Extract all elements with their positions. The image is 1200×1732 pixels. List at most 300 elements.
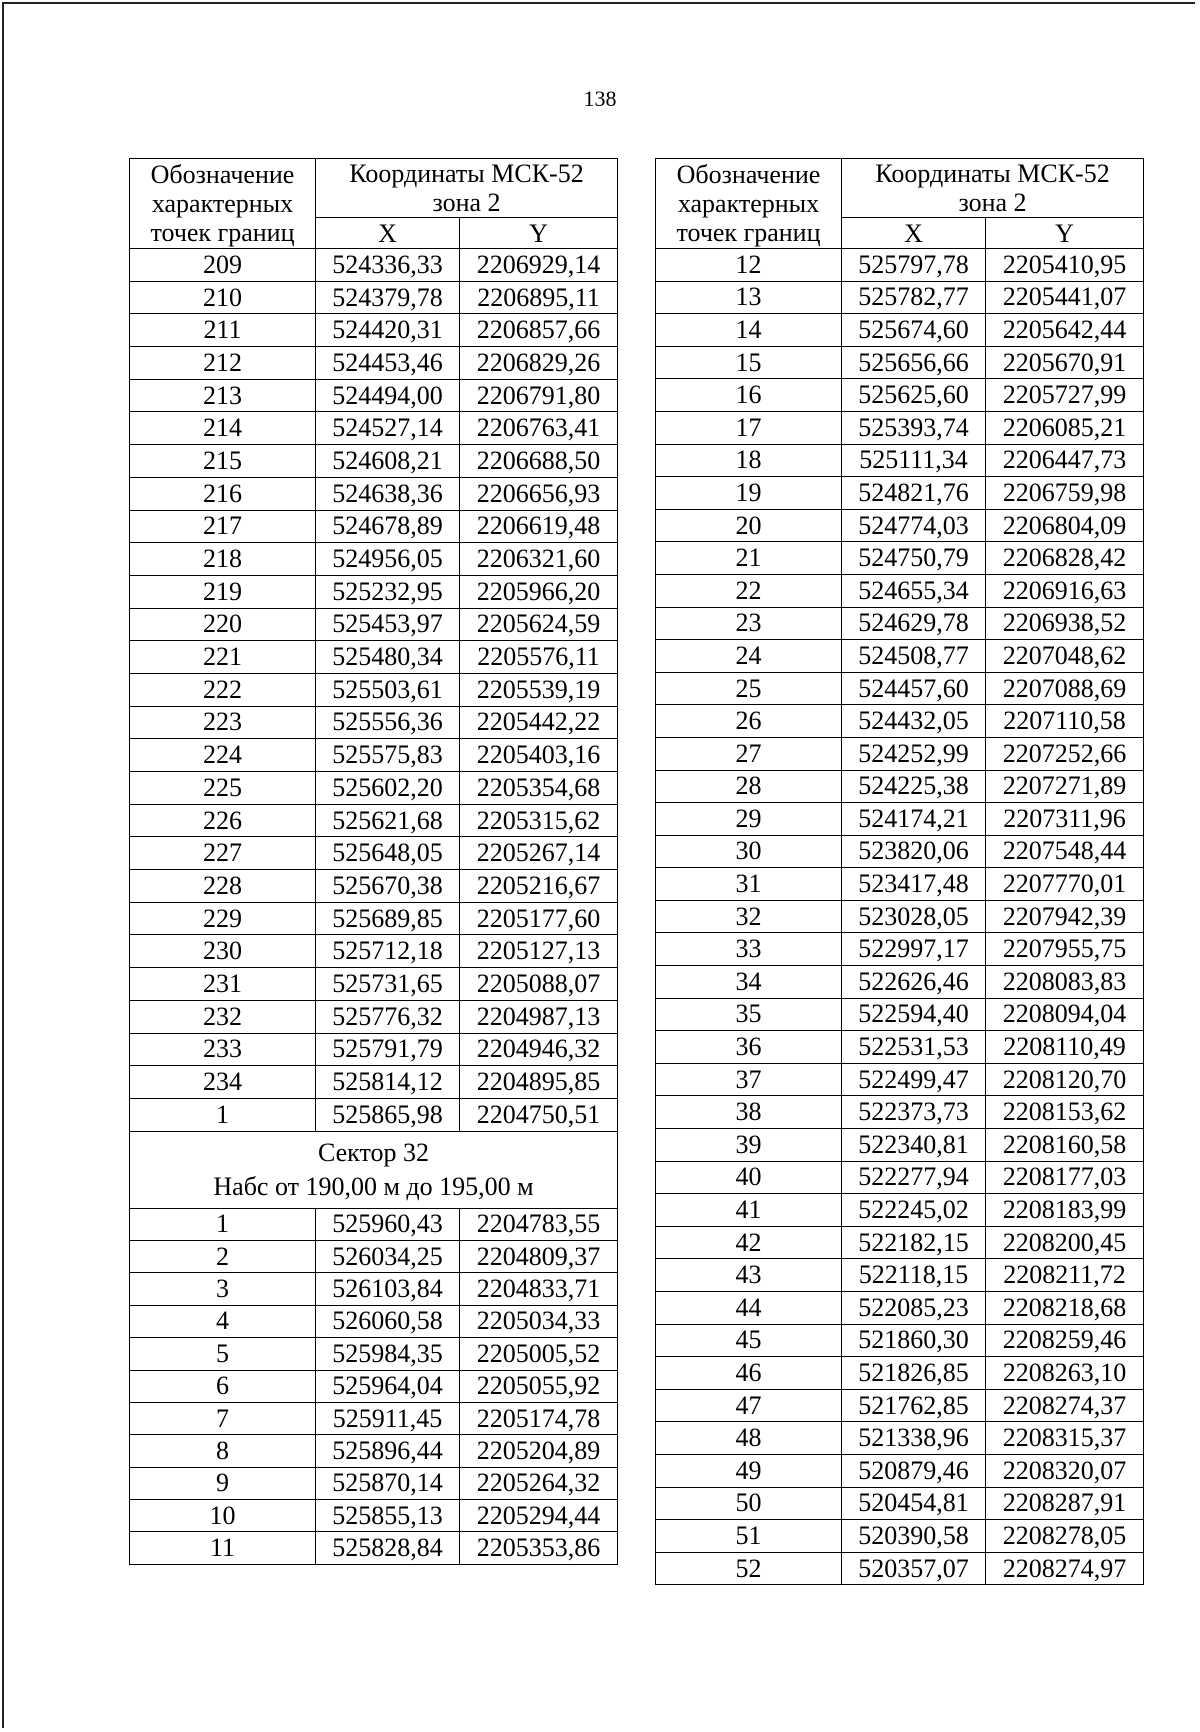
y-coordinate-cell: 2206688,50 xyxy=(460,445,618,478)
y-coordinate-cell: 2207548,44 xyxy=(986,835,1144,868)
y-coordinate-cell: 2204987,13 xyxy=(460,1000,618,1033)
point-id-cell: 42 xyxy=(656,1226,842,1259)
point-id-cell: 231 xyxy=(130,968,316,1001)
y-coordinate-cell: 2206916,63 xyxy=(986,574,1144,607)
table-row xyxy=(130,608,618,641)
x-coordinate-cell: 525731,65 xyxy=(316,968,460,1001)
y-coordinate-cell: 2208110,49 xyxy=(986,1031,1144,1064)
point-id-cell: 14 xyxy=(656,314,842,347)
x-coordinate-cell: 522245,02 xyxy=(842,1194,986,1227)
x-coordinate-cell: 525556,36 xyxy=(316,706,460,739)
point-id-cell: 233 xyxy=(130,1033,316,1066)
x-coordinate-cell: 523820,06 xyxy=(842,835,986,868)
point-id-cell: 46 xyxy=(656,1357,842,1390)
table-row xyxy=(656,1422,1144,1455)
x-coordinate-cell: 521338,96 xyxy=(842,1422,986,1455)
x-coordinate-cell: 525814,12 xyxy=(316,1066,460,1099)
table-row xyxy=(130,641,618,674)
y-coordinate-cell: 2205642,44 xyxy=(986,314,1144,347)
y-coordinate-cell: 2206447,73 xyxy=(986,444,1144,477)
x-coordinate-cell: 525689,85 xyxy=(316,902,460,935)
y-coordinate-cell: 2205294,44 xyxy=(460,1500,618,1532)
x-coordinate-cell: 525648,05 xyxy=(316,837,460,870)
y-coordinate-cell: 2208259,46 xyxy=(986,1324,1144,1357)
x-coordinate-cell: 524655,34 xyxy=(842,574,986,607)
y-coordinate-cell: 2204895,85 xyxy=(460,1066,618,1099)
x-header: X xyxy=(842,218,986,249)
y-coordinate-cell: 2206929,14 xyxy=(460,249,618,282)
point-id-cell: 30 xyxy=(656,835,842,868)
point-id-cell: 226 xyxy=(130,804,316,837)
y-coordinate-cell: 2205442,22 xyxy=(460,706,618,739)
x-coordinate-cell: 525575,83 xyxy=(316,739,460,772)
point-id-cell: 44 xyxy=(656,1292,842,1325)
x-coordinate-cell: 524678,89 xyxy=(316,510,460,543)
x-coordinate-cell: 524629,78 xyxy=(842,607,986,640)
table-row xyxy=(130,1066,618,1099)
table-row xyxy=(656,509,1144,542)
y-coordinate-cell: 2205441,07 xyxy=(986,281,1144,314)
x-coordinate-cell: 522118,15 xyxy=(842,1259,986,1292)
table-row xyxy=(656,542,1144,575)
table-row xyxy=(656,1520,1144,1553)
point-id-cell: 3 xyxy=(130,1273,316,1305)
y-coordinate-cell: 2205204,89 xyxy=(460,1435,618,1467)
table-row xyxy=(656,868,1144,901)
table-row xyxy=(130,1033,618,1066)
table-row xyxy=(130,870,618,903)
x-coordinate-cell: 525791,79 xyxy=(316,1033,460,1066)
table-row xyxy=(130,935,618,968)
table-row xyxy=(656,346,1144,379)
table-row xyxy=(130,249,618,282)
table-row xyxy=(130,1435,618,1467)
point-id-cell: 12 xyxy=(656,249,842,282)
point-id-cell: 218 xyxy=(130,543,316,576)
table-row xyxy=(130,837,618,870)
x-coordinate-cell: 522997,17 xyxy=(842,933,986,966)
x-coordinate-cell: 525674,60 xyxy=(842,314,986,347)
point-id-cell: 4 xyxy=(130,1305,316,1337)
y-coordinate-cell: 2208211,72 xyxy=(986,1259,1144,1292)
table-row xyxy=(130,1208,618,1240)
x-coordinate-cell: 525964,04 xyxy=(316,1370,460,1402)
y-coordinate-cell: 2208315,37 xyxy=(986,1422,1144,1455)
point-id-cell: 23 xyxy=(656,607,842,640)
y-coordinate-cell: 2208094,04 xyxy=(986,998,1144,1031)
x-coordinate-cell: 524774,03 xyxy=(842,509,986,542)
y-coordinate-cell: 2207955,75 xyxy=(986,933,1144,966)
point-id-cell: 51 xyxy=(656,1520,842,1553)
y-coordinate-cell: 2204750,51 xyxy=(460,1098,618,1131)
y-header: Y xyxy=(460,218,618,249)
y-coordinate-cell: 2208263,10 xyxy=(986,1357,1144,1390)
x-coordinate-cell: 524420,31 xyxy=(316,314,460,347)
x-coordinate-cell: 525453,97 xyxy=(316,608,460,641)
table-row xyxy=(130,968,618,1001)
point-id-cell: 52 xyxy=(656,1552,842,1585)
x-coordinate-cell: 525656,66 xyxy=(842,346,986,379)
y-coordinate-cell: 2205315,62 xyxy=(460,804,618,837)
table-row xyxy=(130,1402,618,1434)
x-coordinate-cell: 522531,53 xyxy=(842,1031,986,1064)
table-row xyxy=(130,1000,618,1033)
x-coordinate-cell: 525960,43 xyxy=(316,1208,460,1240)
x-coordinate-cell: 522626,46 xyxy=(842,966,986,999)
point-id-cell: 29 xyxy=(656,803,842,836)
y-coordinate-cell: 2205727,99 xyxy=(986,379,1144,412)
y-coordinate-cell: 2205034,33 xyxy=(460,1305,618,1337)
point-id-cell: 31 xyxy=(656,868,842,901)
table-row xyxy=(130,412,618,445)
point-id-cell: 215 xyxy=(130,445,316,478)
x-coordinate-cell: 524608,21 xyxy=(316,445,460,478)
table-row xyxy=(656,803,1144,836)
x-header: X xyxy=(316,218,460,249)
x-coordinate-cell: 522277,94 xyxy=(842,1161,986,1194)
y-coordinate-cell: 2205353,86 xyxy=(460,1532,618,1564)
x-coordinate-cell: 525480,34 xyxy=(316,641,460,674)
point-id-cell: 6 xyxy=(130,1370,316,1402)
x-coordinate-cell: 524821,76 xyxy=(842,477,986,510)
y-coordinate-cell: 2208200,45 xyxy=(986,1226,1144,1259)
point-id-cell: 20 xyxy=(656,509,842,542)
point-id-cell: 47 xyxy=(656,1389,842,1422)
point-id-cell: 9 xyxy=(130,1467,316,1499)
x-coordinate-cell: 525828,84 xyxy=(316,1532,460,1564)
table-row xyxy=(130,1273,618,1305)
y-coordinate-cell: 2205005,52 xyxy=(460,1338,618,1370)
point-id-cell: 28 xyxy=(656,770,842,803)
y-coordinate-cell: 2208160,58 xyxy=(986,1129,1144,1162)
table-row xyxy=(130,347,618,380)
y-coordinate-cell: 2208153,62 xyxy=(986,1096,1144,1129)
table-row xyxy=(656,607,1144,640)
x-coordinate-cell: 521826,85 xyxy=(842,1357,986,1390)
y-coordinate-cell: 2206828,42 xyxy=(986,542,1144,575)
table-row xyxy=(656,379,1144,412)
y-coordinate-cell: 2208278,05 xyxy=(986,1520,1144,1553)
x-coordinate-cell: 524494,00 xyxy=(316,379,460,412)
y-coordinate-cell: 2205216,67 xyxy=(460,870,618,903)
table-row xyxy=(656,477,1144,510)
table-row xyxy=(656,737,1144,770)
point-id-cell: 16 xyxy=(656,379,842,412)
point-id-cell: 49 xyxy=(656,1454,842,1487)
point-id-cell: 24 xyxy=(656,640,842,673)
point-id-cell: 217 xyxy=(130,510,316,543)
y-coordinate-cell: 2208287,91 xyxy=(986,1487,1144,1520)
point-id-cell: 26 xyxy=(656,705,842,738)
table-row xyxy=(130,902,618,935)
y-coordinate-cell: 2205264,32 xyxy=(460,1467,618,1499)
point-id-cell: 39 xyxy=(656,1129,842,1162)
y-coordinate-cell: 2206938,52 xyxy=(986,607,1144,640)
y-coordinate-cell: 2208274,97 xyxy=(986,1552,1144,1585)
x-coordinate-cell: 524225,38 xyxy=(842,770,986,803)
y-coordinate-cell: 2206759,98 xyxy=(986,477,1144,510)
y-header: Y xyxy=(986,218,1144,249)
sector-row xyxy=(130,1131,618,1208)
y-coordinate-cell: 2206656,93 xyxy=(460,477,618,510)
point-id-cell: 15 xyxy=(656,346,842,379)
point-id-cell: 221 xyxy=(130,641,316,674)
x-coordinate-cell: 524453,46 xyxy=(316,347,460,380)
table-row xyxy=(130,510,618,543)
y-coordinate-cell: 2206321,60 xyxy=(460,543,618,576)
coords-header: Координаты МСК-52 зона 2 xyxy=(842,159,1144,218)
y-coordinate-cell: 2204946,32 xyxy=(460,1033,618,1066)
x-coordinate-cell: 525776,32 xyxy=(316,1000,460,1033)
y-coordinate-cell: 2205177,60 xyxy=(460,902,618,935)
x-coordinate-cell: 525602,20 xyxy=(316,772,460,805)
point-id-cell: 36 xyxy=(656,1031,842,1064)
y-coordinate-cell: 2205088,07 xyxy=(460,968,618,1001)
point-id-cell: 32 xyxy=(656,900,842,933)
table-row xyxy=(130,706,618,739)
x-coordinate-cell: 525232,95 xyxy=(316,575,460,608)
sector-cell xyxy=(130,1131,618,1208)
page-number: 138 xyxy=(583,86,617,111)
point-id-cell: 19 xyxy=(656,477,842,510)
x-coordinate-cell: 520879,46 xyxy=(842,1454,986,1487)
y-coordinate-cell: 2208274,37 xyxy=(986,1389,1144,1422)
x-coordinate-cell: 524750,79 xyxy=(842,542,986,575)
y-coordinate-cell: 2205174,78 xyxy=(460,1402,618,1434)
x-coordinate-cell: 525984,35 xyxy=(316,1338,460,1370)
table-row xyxy=(656,574,1144,607)
table-row xyxy=(656,411,1144,444)
point-id-cell: 33 xyxy=(656,933,842,966)
x-coordinate-cell: 524252,99 xyxy=(842,737,986,770)
table-row xyxy=(130,1467,618,1499)
point-id-cell: 8 xyxy=(130,1435,316,1467)
points-header: Обозначение характерных точек границ xyxy=(130,159,316,249)
y-coordinate-cell: 2206619,48 xyxy=(460,510,618,543)
point-id-cell: 214 xyxy=(130,412,316,445)
y-coordinate-cell: 2205127,13 xyxy=(460,935,618,968)
y-coordinate-cell: 2205539,19 xyxy=(460,673,618,706)
x-coordinate-cell: 524174,21 xyxy=(842,803,986,836)
x-coordinate-cell: 525670,38 xyxy=(316,870,460,903)
x-coordinate-cell: 525625,60 xyxy=(842,379,986,412)
coordinates-table-right xyxy=(655,158,1144,1585)
y-coordinate-cell: 2206829,26 xyxy=(460,347,618,380)
point-id-cell: 48 xyxy=(656,1422,842,1455)
y-coordinate-cell: 2207088,69 xyxy=(986,672,1144,705)
y-coordinate-cell: 2204783,55 xyxy=(460,1208,618,1240)
table-row xyxy=(130,477,618,510)
point-id-cell: 209 xyxy=(130,249,316,282)
x-coordinate-cell: 522182,15 xyxy=(842,1226,986,1259)
point-id-cell: 21 xyxy=(656,542,842,575)
table-row xyxy=(656,705,1144,738)
y-coordinate-cell: 2207942,39 xyxy=(986,900,1144,933)
point-id-cell: 2 xyxy=(130,1240,316,1272)
x-coordinate-cell: 522085,23 xyxy=(842,1292,986,1325)
table-row xyxy=(130,1338,618,1370)
y-coordinate-cell: 2205966,20 xyxy=(460,575,618,608)
y-coordinate-cell: 2207110,58 xyxy=(986,705,1144,738)
table-row xyxy=(130,1305,618,1337)
point-id-cell: 18 xyxy=(656,444,842,477)
point-id-cell: 1 xyxy=(130,1208,316,1240)
y-coordinate-cell: 2206763,41 xyxy=(460,412,618,445)
point-id-cell: 1 xyxy=(130,1098,316,1131)
table-row xyxy=(656,1194,1144,1227)
y-coordinate-cell: 2206804,09 xyxy=(986,509,1144,542)
x-coordinate-cell: 522373,73 xyxy=(842,1096,986,1129)
y-coordinate-cell: 2207770,01 xyxy=(986,868,1144,901)
y-coordinate-cell: 2208218,68 xyxy=(986,1292,1144,1325)
table-row xyxy=(656,1389,1144,1422)
table-row xyxy=(656,1259,1144,1292)
table-row xyxy=(656,314,1144,347)
x-coordinate-cell: 525865,98 xyxy=(316,1098,460,1131)
y-coordinate-cell: 2207048,62 xyxy=(986,640,1144,673)
table-row xyxy=(656,1292,1144,1325)
y-coordinate-cell: 2205055,92 xyxy=(460,1370,618,1402)
table-row xyxy=(130,314,618,347)
table-row xyxy=(656,966,1144,999)
x-coordinate-cell: 525896,44 xyxy=(316,1435,460,1467)
x-coordinate-cell: 522340,81 xyxy=(842,1129,986,1162)
point-id-cell: 43 xyxy=(656,1259,842,1292)
point-id-cell: 229 xyxy=(130,902,316,935)
point-id-cell: 35 xyxy=(656,998,842,1031)
point-id-cell: 34 xyxy=(656,966,842,999)
point-id-cell: 211 xyxy=(130,314,316,347)
table-row xyxy=(656,1226,1144,1259)
point-id-cell: 228 xyxy=(130,870,316,903)
x-coordinate-cell: 525911,45 xyxy=(316,1402,460,1434)
point-id-cell: 213 xyxy=(130,379,316,412)
point-id-cell: 232 xyxy=(130,1000,316,1033)
sector-title: Сектор 32 xyxy=(317,1137,429,1167)
table-row xyxy=(130,543,618,576)
point-id-cell: 37 xyxy=(656,1063,842,1096)
point-id-cell: 227 xyxy=(130,837,316,870)
x-coordinate-cell: 523417,48 xyxy=(842,868,986,901)
x-coordinate-cell: 526060,58 xyxy=(316,1305,460,1337)
x-coordinate-cell: 525621,68 xyxy=(316,804,460,837)
point-id-cell: 41 xyxy=(656,1194,842,1227)
coords-header: Координаты МСК-52 зона 2 xyxy=(316,159,618,218)
table-row xyxy=(656,835,1144,868)
x-coordinate-cell: 525393,74 xyxy=(842,411,986,444)
x-coordinate-cell: 524432,05 xyxy=(842,705,986,738)
x-coordinate-cell: 524527,14 xyxy=(316,412,460,445)
point-id-cell: 17 xyxy=(656,411,842,444)
table-row xyxy=(130,575,618,608)
table-row xyxy=(656,640,1144,673)
y-coordinate-cell: 2206791,80 xyxy=(460,379,618,412)
point-id-cell: 10 xyxy=(130,1500,316,1532)
table-row xyxy=(130,1370,618,1402)
x-coordinate-cell: 525712,18 xyxy=(316,935,460,968)
point-id-cell: 25 xyxy=(656,672,842,705)
y-coordinate-cell: 2204809,37 xyxy=(460,1240,618,1272)
table-row xyxy=(656,933,1144,966)
x-coordinate-cell: 525797,78 xyxy=(842,249,986,282)
table-row xyxy=(656,249,1144,282)
table-row xyxy=(656,1161,1144,1194)
table-row xyxy=(656,1324,1144,1357)
x-coordinate-cell: 524638,36 xyxy=(316,477,460,510)
table-row xyxy=(656,1487,1144,1520)
y-coordinate-cell: 2205267,14 xyxy=(460,837,618,870)
y-coordinate-cell: 2206895,11 xyxy=(460,281,618,314)
table-row xyxy=(130,673,618,706)
table-row xyxy=(130,445,618,478)
point-id-cell: 11 xyxy=(130,1532,316,1564)
x-coordinate-cell: 521860,30 xyxy=(842,1324,986,1357)
y-coordinate-cell: 2208320,07 xyxy=(986,1454,1144,1487)
x-coordinate-cell: 524336,33 xyxy=(316,249,460,282)
y-coordinate-cell: 2207271,89 xyxy=(986,770,1144,803)
x-coordinate-cell: 523028,05 xyxy=(842,900,986,933)
table-row xyxy=(656,1357,1144,1390)
table-row xyxy=(656,1031,1144,1064)
table-row xyxy=(656,1454,1144,1487)
table-row xyxy=(130,1532,618,1564)
point-id-cell: 7 xyxy=(130,1402,316,1434)
point-id-cell: 222 xyxy=(130,673,316,706)
point-id-cell: 224 xyxy=(130,739,316,772)
y-coordinate-cell: 2205670,91 xyxy=(986,346,1144,379)
y-coordinate-cell: 2207311,96 xyxy=(986,803,1144,836)
table-row xyxy=(130,804,618,837)
coordinates-table-left xyxy=(129,158,618,1565)
table-row xyxy=(130,772,618,805)
table-row xyxy=(130,739,618,772)
table-row xyxy=(656,281,1144,314)
point-id-cell: 210 xyxy=(130,281,316,314)
table-row xyxy=(130,281,618,314)
point-id-cell: 45 xyxy=(656,1324,842,1357)
point-id-cell: 40 xyxy=(656,1161,842,1194)
y-coordinate-cell: 2206085,21 xyxy=(986,411,1144,444)
x-coordinate-cell: 524956,05 xyxy=(316,543,460,576)
x-coordinate-cell: 525782,77 xyxy=(842,281,986,314)
sector-height-range: Набс от 190,00 м до 195,00 м xyxy=(213,1171,534,1201)
point-id-cell: 216 xyxy=(130,477,316,510)
point-id-cell: 38 xyxy=(656,1096,842,1129)
y-coordinate-cell: 2206857,66 xyxy=(460,314,618,347)
point-id-cell: 13 xyxy=(656,281,842,314)
y-coordinate-cell: 2207252,66 xyxy=(986,737,1144,770)
point-id-cell: 5 xyxy=(130,1338,316,1370)
table-row xyxy=(656,1129,1144,1162)
point-id-cell: 50 xyxy=(656,1487,842,1520)
x-coordinate-cell: 524379,78 xyxy=(316,281,460,314)
table-row xyxy=(656,1096,1144,1129)
x-coordinate-cell: 522594,40 xyxy=(842,998,986,1031)
x-coordinate-cell: 525855,13 xyxy=(316,1500,460,1532)
x-coordinate-cell: 526034,25 xyxy=(316,1240,460,1272)
point-id-cell: 212 xyxy=(130,347,316,380)
x-coordinate-cell: 526103,84 xyxy=(316,1273,460,1305)
y-coordinate-cell: 2205410,95 xyxy=(986,249,1144,282)
point-id-cell: 27 xyxy=(656,737,842,770)
x-coordinate-cell: 525503,61 xyxy=(316,673,460,706)
x-coordinate-cell: 521762,85 xyxy=(842,1389,986,1422)
table-row xyxy=(656,1063,1144,1096)
y-coordinate-cell: 2205576,11 xyxy=(460,641,618,674)
table-row xyxy=(656,900,1144,933)
table-row xyxy=(656,770,1144,803)
point-id-cell: 220 xyxy=(130,608,316,641)
